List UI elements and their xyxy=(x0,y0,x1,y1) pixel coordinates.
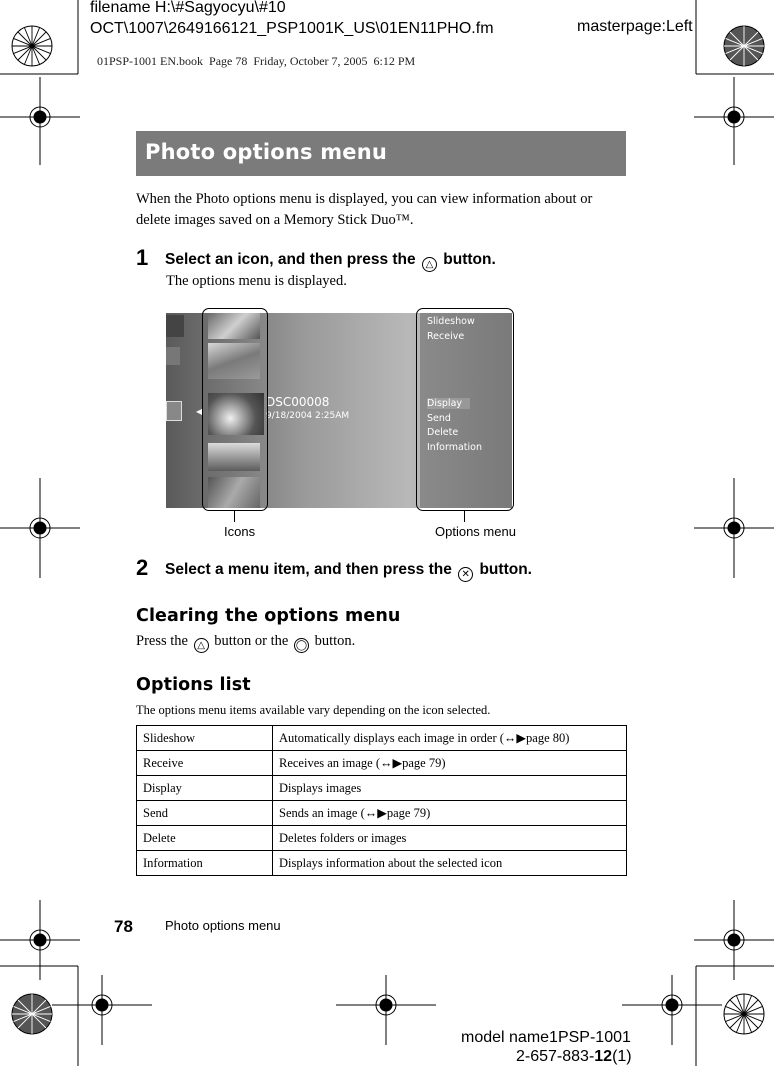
clearing-text-a: Press the xyxy=(136,633,188,649)
clearing-text xyxy=(136,631,355,653)
step-1-title-a: Select an icon, and then press the xyxy=(165,251,416,268)
menu-item-slideshow: Slideshow xyxy=(427,316,475,327)
menu-item-receive: Receive xyxy=(427,331,465,342)
options-table xyxy=(136,725,627,876)
intro-line-2: delete images saved on a Memory Stick Duo™. xyxy=(136,212,414,228)
option-desc: Sends an image (↔▶page 79) xyxy=(273,801,627,826)
code-prefix: 2-657-883- xyxy=(516,1048,595,1065)
triangle-button-icon: △ xyxy=(422,257,437,272)
options-menu-label: Options menu xyxy=(435,524,516,539)
step-2-title-b: button. xyxy=(479,561,532,578)
menu-item-send: Send xyxy=(427,413,451,424)
step-1-number: 1 xyxy=(136,245,149,270)
option-item: Display xyxy=(137,776,273,801)
options-list-desc: The options menu items available vary depending on the icon selected. xyxy=(136,703,491,717)
masterpage-label: masterpage:Left xyxy=(577,18,693,35)
options-callout-frame xyxy=(416,308,514,511)
file-name: DSC00008 xyxy=(266,395,330,409)
left-icon-3 xyxy=(166,401,182,421)
code-line xyxy=(516,1047,632,1066)
options-list-heading: Options list xyxy=(136,675,251,695)
circle-button-icon: ◯ xyxy=(295,640,308,651)
option-item: Receive xyxy=(137,751,273,776)
option-desc: Displays images xyxy=(273,776,627,801)
filename-line-1: filename H:\#Sagyocyu\#10 xyxy=(90,0,286,16)
icons-label: Icons xyxy=(224,524,256,539)
menu-item-display: Display xyxy=(427,398,470,409)
option-desc: Displays information about the selected icon xyxy=(273,851,627,876)
option-item: Delete xyxy=(137,826,273,851)
option-item: Information xyxy=(137,851,273,876)
cross-button-icon: ✕ xyxy=(458,567,473,582)
option-desc: Deletes folders or images xyxy=(273,826,627,851)
option-desc: Automatically displays each image in order (↔▶page 80) xyxy=(273,726,627,751)
filename-line-2: OCT\1007\2649166121_PSP1001K_US\01EN11PHO.fm xyxy=(90,20,494,37)
clearing-heading: Clearing the options menu xyxy=(136,606,401,626)
table-row xyxy=(137,751,627,776)
icons-callout-frame xyxy=(202,308,268,511)
step-1-desc: The options menu is displayed. xyxy=(166,273,347,289)
intro-text xyxy=(136,189,636,231)
step-2-number: 2 xyxy=(136,555,149,580)
code-bold: 12 xyxy=(594,1048,613,1065)
table-row xyxy=(137,776,627,801)
option-desc: Receives an image (↔▶page 79) xyxy=(273,751,627,776)
table-row xyxy=(137,726,627,751)
book-info: 01PSP-1001 EN.book Page 78 Friday, October 7, 2005 6:12 PM xyxy=(97,54,416,68)
section-title: Photo options menu xyxy=(145,140,388,164)
step-2-title xyxy=(165,561,532,582)
code-suffix: (1) xyxy=(612,1048,632,1065)
table-row xyxy=(137,851,627,876)
clearing-text-b: button or the xyxy=(214,633,289,649)
options-callout-line xyxy=(464,510,465,522)
icons-callout-line xyxy=(234,510,235,522)
option-item: Send xyxy=(137,801,273,826)
step-2-title-a: Select a menu item, and then press the xyxy=(165,561,452,578)
section-banner xyxy=(136,131,626,176)
left-icon-2 xyxy=(166,347,180,365)
triangle-button-icon-2: △ xyxy=(194,638,209,653)
file-date: 9/18/2004 2:25AM xyxy=(266,411,350,421)
menu-item-delete: Delete xyxy=(427,427,459,438)
option-item: Slideshow xyxy=(137,726,273,751)
page-number: 78 xyxy=(114,917,133,936)
menu-item-information: Information xyxy=(427,442,482,453)
step-1-title xyxy=(165,251,496,272)
footer-section-name: Photo options menu xyxy=(165,918,281,933)
step-1-title-b: button. xyxy=(443,251,496,268)
table-row xyxy=(137,801,627,826)
selection-arrow: ◀ xyxy=(196,407,203,416)
table-row xyxy=(137,826,627,851)
left-icon-1 xyxy=(166,315,184,337)
intro-line-1: When the Photo options menu is displayed, you can view information about or xyxy=(136,191,593,207)
model-line: model name1PSP-1001 xyxy=(461,1029,631,1046)
clearing-text-c: button. xyxy=(314,633,356,649)
